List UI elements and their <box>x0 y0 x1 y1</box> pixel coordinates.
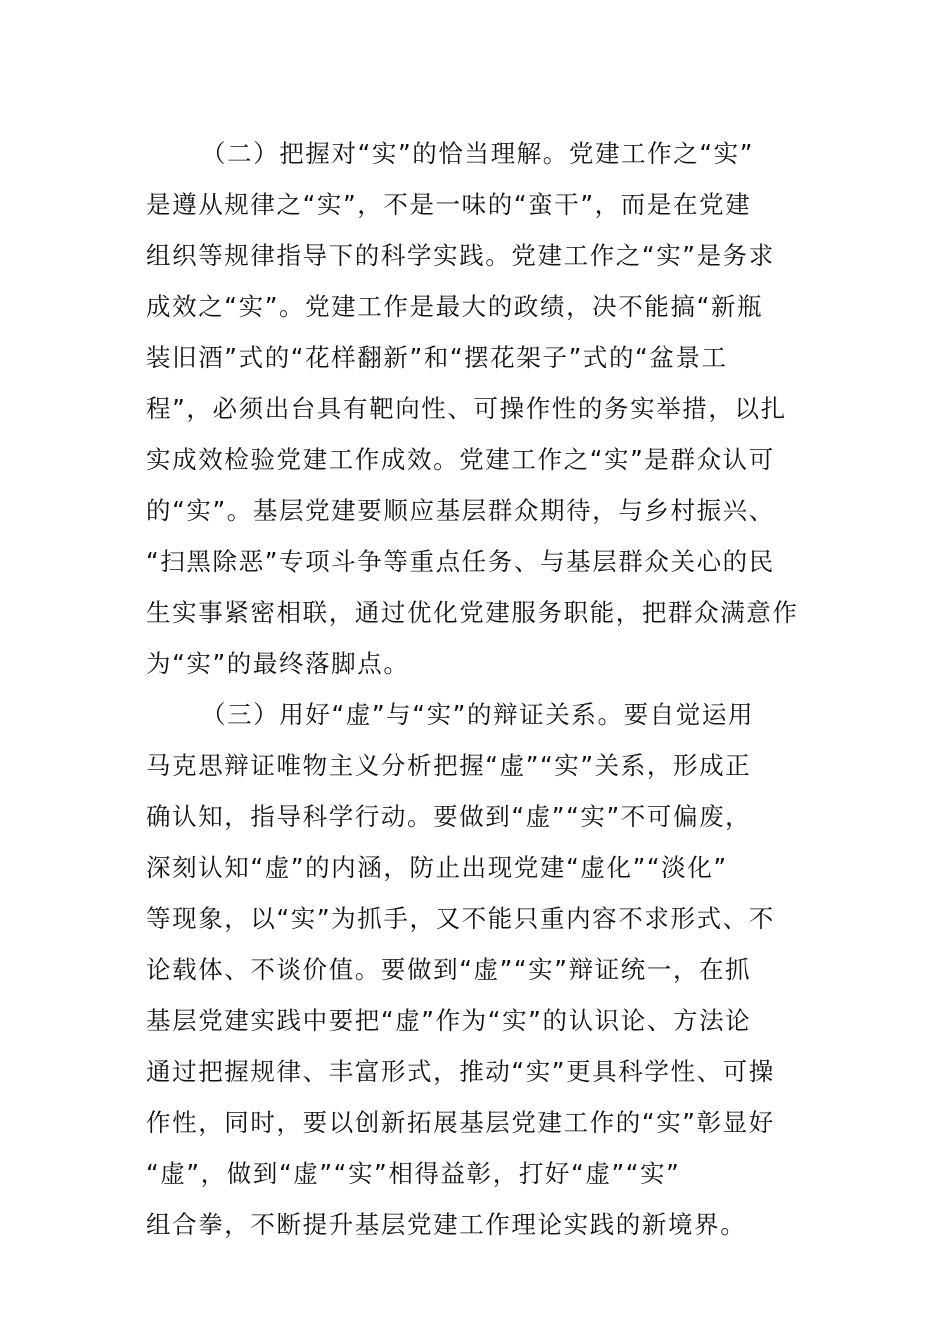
paragraph-line: 实成效检验党建工作成效。党建工作之“实”是群众认可 <box>146 445 775 474</box>
paragraph-line: 组合拳，不断提升基层党建工作理论实践的新境界。 <box>146 1210 747 1239</box>
paragraph-2 <box>146 128 806 689</box>
paragraph-line: 深刻认知“虚”的内涵，防止出现党建“虚化”“淡化” <box>146 853 728 882</box>
paragraph-line: 程”，必须出台具有靶向性、可操作性的务实举措，以扎 <box>146 394 787 423</box>
paragraph-3 <box>146 689 806 1250</box>
paragraph-line: 等现象，以“实”为抓手，又不能只重内容不求形式、不 <box>146 904 775 933</box>
paragraph-line: 成效之“实”。党建工作是最大的政绩，决不能搞“新瓶 <box>146 292 764 321</box>
document-body <box>146 128 806 1250</box>
paragraph-line: 的“实”。基层党建要顺应基层群众期待，与乡村振兴、 <box>146 496 775 525</box>
paragraph-line: （二）把握对“实”的恰当理解。党建工作之“实” <box>201 139 755 168</box>
paragraph-line: 为“实”的最终落脚点。 <box>146 649 410 678</box>
paragraph-line: 装旧酒”式的“花样翻新”和“摆花架子”式的“盆景工 <box>146 343 728 372</box>
paragraph-line: 作性，同时，要以创新拓展基层党建工作的“实”彰显好 <box>146 1108 775 1137</box>
paragraph-line: “虚”，做到“虚”“实”相得益彰，打好“虚”“实” <box>146 1159 681 1188</box>
paragraph-line: 生实事紧密相联，通过优化党建服务职能，把群众满意作 <box>146 598 799 627</box>
paragraph-line: 是遵从规律之“实”，不是一味的“蛮干”，而是在党建 <box>146 190 752 219</box>
paragraph-line: 通过把握规律、丰富形式，推动“实”更具科学性、可操 <box>146 1057 775 1086</box>
paragraph-line: 论载体、不谈价值。要做到“虚”“实”辩证统一，在抓 <box>146 955 752 984</box>
paragraph-line: 马克思辩证唯物主义分析把握“虚”“实”关系，形成正 <box>146 751 752 780</box>
paragraph-line: 组织等规律指导下的科学实践。党建工作之“实”是务求 <box>146 241 775 270</box>
paragraph-line: 基层党建实践中要把“虚”作为“实”的认识论、方法论 <box>146 1006 752 1035</box>
paragraph-line: 确认知，指导科学行动。要做到“虚”“实”不可偏废， <box>146 802 752 831</box>
paragraph-line: “扫黑除恶”专项斗争等重点任务、与基层群众关心的民 <box>146 547 775 576</box>
paragraph-line: （三）用好“虚”与“实”的辩证关系。要自觉运用 <box>201 700 755 729</box>
